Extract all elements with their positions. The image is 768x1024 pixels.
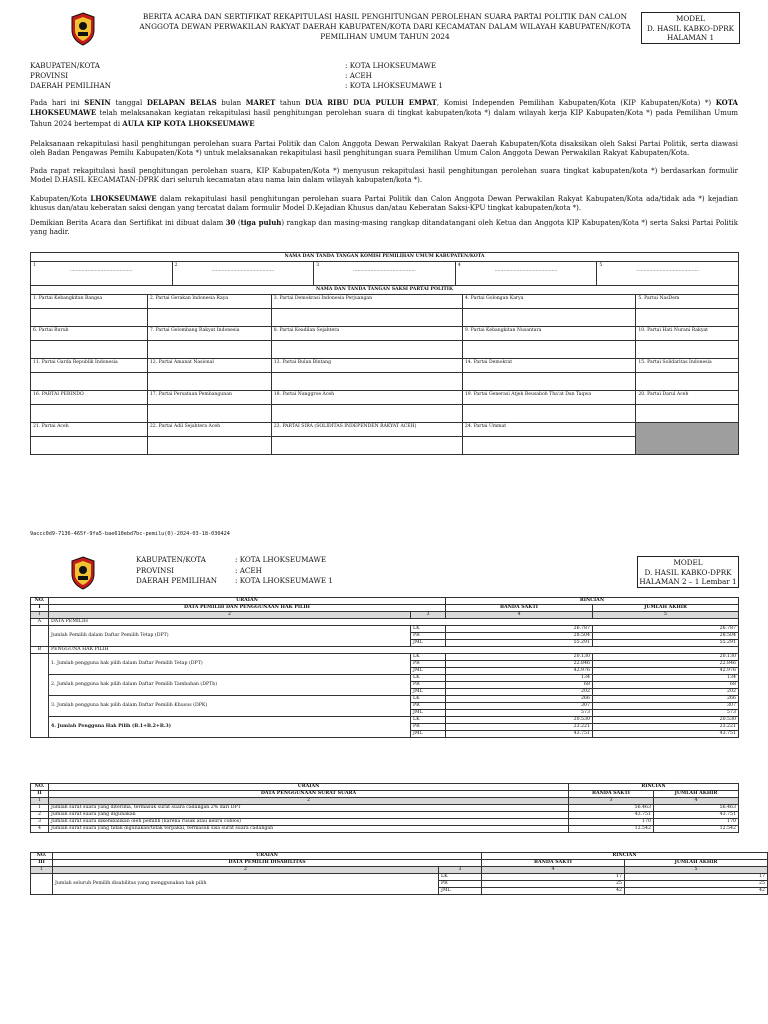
text: telah melaksanakan kegiatan rekapitulasi hasil penghitungan perolehan suara di tingkat kabupaten/kota *) dalam wilayah kerja KIP Kabupaten/Kota *) pada Pemilihan Umum Tahun 2024 bertempat di	[30, 109, 738, 128]
col-uraian: URAIAN	[49, 784, 569, 791]
section-title: DATA PEMILIH DISABILITAS	[53, 860, 482, 867]
party-cell: 17. Partai Persatuan Pembangunan	[147, 391, 271, 405]
place-value: AULA KIP KOTA LHOKSEUMAWE	[122, 118, 255, 128]
value-cell: 202	[593, 689, 739, 696]
item-label: Jumlah surat suara yang diterima, termasuk surat suara cadangan 2% dari DPT	[49, 805, 569, 812]
slot-number: 5	[599, 263, 603, 268]
signature-cell[interactable]	[462, 341, 635, 359]
value-cell: 56.463	[569, 805, 654, 812]
signature-slot[interactable]	[172, 262, 314, 287]
slot-number: 4	[457, 263, 461, 268]
city-value: LHOKSEUMAWE	[90, 194, 157, 203]
party-cell: 22. Partai Adil Sejahtera Aceh	[147, 423, 271, 437]
signature-cell[interactable]	[462, 437, 635, 455]
value-cell: 20.530	[446, 717, 593, 724]
value-cell: 23.221	[593, 724, 739, 731]
copies-number: 30	[225, 218, 236, 227]
model-box	[641, 12, 740, 44]
index-cell: 2	[53, 867, 439, 874]
value-cell: 23.221	[446, 724, 593, 731]
city-value: KOTA LHOKSEUMAWE	[30, 98, 738, 118]
signature-cell[interactable]	[31, 341, 148, 359]
model-line: MODEL	[673, 558, 703, 567]
gender-key: JML	[411, 689, 446, 696]
value-cell: 12.542	[569, 826, 654, 833]
section-no: III	[31, 860, 53, 867]
value-cell: 43.751	[569, 812, 654, 819]
signature-cell[interactable]	[31, 405, 148, 423]
month-value: MARET	[245, 98, 276, 107]
info-label: PROVINSI	[30, 71, 69, 80]
col-rincian: RINCIAN	[482, 853, 768, 860]
value-cell: 26.787	[446, 626, 593, 633]
item-label: Jumlah seluruh Pemilih disabilitas yang menggunakan hak pilih	[53, 874, 439, 895]
signature-cell[interactable]	[271, 309, 462, 327]
model-line: HALAMAN 2 – 1 Lembar 1	[639, 577, 737, 587]
row-no: 1	[31, 805, 49, 812]
party-witness-table	[30, 285, 739, 455]
signature-cell[interactable]	[636, 341, 739, 359]
signature-cell[interactable]	[271, 405, 462, 423]
value-cell: 43.751	[593, 731, 739, 738]
item-label-total: 4. Jumlah Pengguna Hak Pilih (B.1+B.2+B.3)	[49, 717, 411, 738]
text: ) rangkap dan masing-masing rangkap ditandatangani oleh Ketua dan Anggota KIP Kabupaten/Kota *) serta Saksi Partai Politik yang hadir.	[30, 219, 738, 237]
commission-header: NAMA DAN TANDA TANGAN KOMISI PEMILIHAN UMUM KABUPATEN/KOTA	[31, 253, 739, 262]
party-cell: 20. Partai Darul Aceh	[636, 391, 739, 405]
year-value: DUA RIBU DUA PULUH EMPAT	[305, 98, 437, 107]
party-cell: 21. Partai Aceh	[31, 423, 148, 437]
info-value: : KOTA LHOKSEUMAWE	[345, 61, 437, 70]
witness-header: NAMA DAN TANDA TANGAN SAKSI PARTAI POLITIK	[31, 286, 739, 295]
empty-shaded-cell	[636, 423, 739, 455]
signature-cell[interactable]	[31, 309, 148, 327]
signature-slot[interactable]	[314, 262, 456, 287]
row-no: 2	[31, 812, 49, 819]
value-cell: 56.463	[654, 805, 739, 812]
gender-key: PR	[411, 682, 446, 689]
gender-key: LK	[411, 696, 446, 703]
party-cell: 13. Partai Bulan Bintang	[271, 359, 462, 373]
document-title: BERITA ACARA DAN SERTIFIKAT REKAPITULASI HASIL PENGHITUNGAN PEROLEHAN SUARA PARTAI POLITIK DAN CALON ANGGOTA DEWAN PERWAKILAN RAKYAT DAERAH KABUPATEN/KOTA DARI KECAMATAN DALAM WILAYAH KABUPATEN/KOTA PEMILIHAN UMUM TAHUN 2024	[139, 12, 631, 41]
party-cell: 18. Partai Nanggroe Aceh	[271, 391, 462, 405]
row-no: 4	[31, 826, 49, 833]
gender-key: JML	[411, 731, 446, 738]
col-jumlah-akhir: JUMLAH AKHIR	[593, 605, 739, 612]
info-label: KABUPATEN/KOTA	[136, 555, 206, 564]
party-cell: 7. Partai Gelombang Rakyat Indonesia	[147, 327, 271, 341]
value-cell: 28.504	[593, 633, 739, 640]
col-rincian: RINCIAN	[446, 598, 739, 605]
spacer	[31, 874, 53, 895]
value-cell: 22.846	[593, 661, 739, 668]
party-cell: 5. Partai NasDem	[636, 295, 739, 309]
signature-cell[interactable]	[636, 373, 739, 391]
index-cell: 2	[49, 798, 569, 805]
item-label: 2. Jumlah pengguna hak pilih dalam Daftar Pemilih Tambahan (DPTb)	[49, 675, 411, 696]
index-cell: 3	[569, 798, 654, 805]
value-cell: 266	[446, 696, 593, 703]
col-jumlah-akhir: JUMLAH AKHIR	[654, 791, 739, 798]
party-cell: 4. Partai Golongan Karya	[462, 295, 635, 309]
gender-key: PR	[411, 633, 446, 640]
row-no: 3	[31, 819, 49, 826]
signature-line: ...........................................	[69, 268, 133, 273]
party-cell: 19. Partai Generasi Atjeh Beusaboh Tha'at Dan Taqwa	[462, 391, 635, 405]
signature-cell[interactable]	[147, 309, 271, 327]
item-label: 3. Jumlah pengguna hak pilih dalam Daftar Pemilih Khusus (DPK)	[49, 696, 411, 717]
gender-key: PR	[439, 881, 482, 888]
value-cell: 170	[569, 819, 654, 826]
signature-cell[interactable]	[462, 373, 635, 391]
party-cell: 9. Partai Kebangkitan Nusantara	[462, 327, 635, 341]
section-title: DATA PENGGUNAAN SURAT SUARA	[49, 791, 569, 798]
subsection-title: DATA PEMILIH	[49, 619, 739, 626]
value-cell: 68	[593, 682, 739, 689]
index-cell: 3	[439, 867, 482, 874]
value-cell: 26.787	[593, 626, 739, 633]
signature-cell[interactable]	[147, 437, 271, 455]
party-cell: 3. Partai Demokrasi Indonesia Perjuangan	[271, 295, 462, 309]
value-cell: 134	[593, 675, 739, 682]
signature-cell[interactable]	[636, 405, 739, 423]
disability-voter-table	[30, 852, 768, 895]
subsection-no: A	[31, 619, 49, 626]
paragraph-opening	[30, 98, 738, 129]
info-value: : KOTA LHOKSEUMAWE 1	[345, 81, 443, 90]
section-no: I	[31, 605, 49, 612]
value-cell: 307	[446, 703, 593, 710]
gender-key: LK	[439, 874, 482, 881]
party-cell: 23. PARTAI SIRA (SOLIDITAS INDEPENDEN RAKYAT ACEH)	[271, 423, 462, 437]
info-value: : KOTA LHOKSEUMAWE	[235, 555, 327, 564]
value-cell: 43.751	[654, 812, 739, 819]
signature-cell[interactable]	[31, 437, 148, 455]
value-cell: 134	[446, 675, 593, 682]
gender-key: JML	[411, 668, 446, 675]
gender-key: PR	[411, 661, 446, 668]
document-id: 9accc0d9-7136-465f-9fa5-bae610ebd7bc-pemilu(0)-2024-03-18-030424	[30, 531, 230, 537]
gender-key: JML	[411, 710, 446, 717]
signature-cell[interactable]	[636, 309, 739, 327]
paragraph-recap: Pada rapat rekapitulasi hasil penghitungan perolehan suara, KIP Kabupaten/Kota *) menyusun rekapitulasi hasil penghitungan perolehan suara tingkat kabupaten/kota *) berdasarkan formulir Model D.HASIL KECAMATAN-DPRK dari seluruh kecamatan atau nama lain dalam wilayah kabupaten/kota *).	[30, 167, 738, 185]
gender-key: LK	[411, 675, 446, 682]
paragraph-incidents	[30, 194, 738, 214]
value-cell: 202	[446, 689, 593, 696]
ballot-usage-table	[30, 783, 739, 833]
value-cell: 12.542	[654, 826, 739, 833]
signature-slot[interactable]	[455, 262, 597, 287]
index-cell: 1	[31, 612, 49, 619]
voter-data-table	[30, 597, 739, 738]
info-label: DAERAH PEMILIHAN	[136, 576, 217, 585]
kpu-logo-icon	[70, 556, 96, 590]
paragraph-closing	[30, 218, 738, 238]
info-value: : KOTA LHOKSEUMAWE 1	[235, 576, 333, 585]
info-label: PROVINSI	[136, 565, 175, 575]
col-uraian: URAIAN	[53, 853, 482, 860]
index-cell: 1	[31, 867, 53, 874]
value-cell: 266	[593, 696, 739, 703]
party-cell: 6. Partai Buruh	[31, 327, 148, 341]
copies-word: tiga puluh	[240, 218, 282, 227]
day-value: SENIN	[84, 98, 111, 107]
model-line: HALAMAN 1	[666, 33, 715, 43]
text: (	[235, 219, 241, 227]
info-label: DAERAH PEMILIHAN	[30, 81, 111, 90]
region-info	[136, 555, 436, 587]
index-cell: 1	[31, 798, 49, 805]
signature-cell[interactable]	[271, 373, 462, 391]
text: bulan	[216, 99, 246, 107]
party-cell: 15. Partai Solidaritas Indonesia	[636, 359, 739, 373]
party-cell: 14. Partai Demokrat	[462, 359, 635, 373]
slot-number: 2	[174, 263, 178, 268]
spacer	[31, 626, 49, 647]
value-cell: 55.291	[446, 640, 593, 647]
col-no: NO.	[31, 853, 53, 860]
value-cell: 42	[625, 888, 768, 895]
text: Demikian Berita Acara dan Sertifikat ini dibuat dalam	[30, 219, 226, 227]
date-value: DELAPAN BELAS	[146, 98, 217, 107]
paragraph-witness: Pelaksanaan rekapitulasi hasil penghitungan perolehan suara Partai Politik dan Calon Anggota Dewan Perwakilan Rakyat Daerah Kabupaten/Kota disaksikan oleh Saksi Partai Politik, serta diawasi oleh Badan Pengawas Pemilu Kabupaten/Kota *) untuk melaksanakan rekapitulasi hasil penghitungan suara Pemilihan Umum Calon Anggota Dewan Perwakilan Rakyat Kabupaten/Kota.	[30, 140, 738, 158]
party-cell: 1. Partai Kebangkitan Bangsa	[31, 295, 148, 309]
party-cell: 24. Partai Ummat	[462, 423, 635, 437]
value-cell: 68	[446, 682, 593, 689]
value-cell: 42.976	[446, 668, 593, 675]
gender-key: LK	[411, 626, 446, 633]
value-cell: 307	[593, 703, 739, 710]
index-cell: 3	[411, 612, 446, 619]
signature-cell[interactable]	[31, 373, 148, 391]
signature-cell[interactable]	[147, 373, 271, 391]
value-cell: 573	[446, 710, 593, 717]
value-cell: 20.130	[593, 654, 739, 661]
gender-key: PR	[411, 703, 446, 710]
model-box	[637, 556, 739, 588]
party-cell: 11. Partai Garda Republik Indonesia	[31, 359, 148, 373]
item-label: Jumlah surat suara dikembalikan oleh pemilih (karena rusak atau keliru coblos)	[49, 819, 569, 826]
text: tahun	[275, 99, 306, 107]
spacer	[31, 654, 49, 738]
index-cell: 5	[593, 612, 739, 619]
value-cell: 25	[625, 881, 768, 888]
text: tanggal	[110, 99, 147, 107]
value-cell: 25	[482, 881, 625, 888]
value-cell: 22.846	[446, 661, 593, 668]
gender-key: LK	[411, 717, 446, 724]
signature-slot[interactable]	[31, 262, 173, 287]
item-label: Jumlah surat suara yang digunakan	[49, 812, 569, 819]
index-cell: 5	[625, 867, 768, 874]
signature-line: ...........................................	[353, 268, 416, 273]
value-cell: 170	[654, 819, 739, 826]
value-cell: 17	[625, 874, 768, 881]
text: , Komisi Independen Pemilihan Kabupaten/Kota (KIP Kabupaten/Kota) *)	[436, 99, 716, 107]
item-label: 1. Jumlah pengguna hak pilih dalam Daftar Pemilih Tetap (DPT)	[49, 654, 411, 675]
model-line: D. HASIL KABKO-DPRK	[646, 23, 735, 33]
signature-cell[interactable]	[271, 341, 462, 359]
text: dalam rekapitulasi hasil penghitungan perolehan suara Partai Politik dan Calon Anggota Dewan Perwakilan Rakyat Kabupaten/Kota ada/tidak ada *) kejadian khusus dan/atau keberatan saksi dengan yang tercatat dalam formulir Model D.Kejadian Khusus dan/atau Keberatan Saksi-KPU tingkat kabupaten/kota *).	[30, 195, 738, 213]
index-cell: 4	[482, 867, 625, 874]
signature-table	[30, 252, 739, 287]
section-no: II	[31, 791, 49, 798]
kpu-logo-icon	[70, 12, 96, 46]
party-cell: 12. Partai Amanat Nasional	[147, 359, 271, 373]
value-cell: 20.530	[593, 717, 739, 724]
model-line: D. HASIL KABKO-DPRK	[644, 567, 732, 577]
value-cell: 42.976	[593, 668, 739, 675]
signature-cell[interactable]	[147, 341, 271, 359]
signature-line: ...........................................	[636, 268, 700, 273]
value-cell: 43.751	[446, 731, 593, 738]
signature-cell[interactable]	[271, 437, 462, 455]
gender-key: JML	[439, 888, 482, 895]
info-value: : ACEH	[235, 565, 262, 575]
slot-number: 1	[33, 263, 36, 268]
index-cell: 4	[654, 798, 739, 805]
gender-key: LK	[411, 654, 446, 661]
subsection-title: PENGGUNA HAK PILIH	[49, 647, 739, 654]
gender-key: PR	[411, 724, 446, 731]
info-value: : ACEH	[345, 71, 372, 80]
col-no: NO.	[31, 598, 49, 605]
value-cell: 20.130	[446, 654, 593, 661]
party-cell: 2. Partai Gerakan Indonesia Raya	[147, 295, 271, 309]
value-cell: 42	[482, 888, 625, 895]
col-banda-sakti: BANDA SAKTI	[482, 860, 625, 867]
index-cell: 2	[49, 612, 411, 619]
col-banda-sakti: BANDA SAKTI	[569, 791, 654, 798]
signature-line: ...........................................	[211, 268, 275, 273]
value-cell: 573	[593, 710, 739, 717]
model-line: MODEL	[675, 14, 706, 23]
value-cell: 28.504	[446, 633, 593, 640]
value-cell: 55.291	[593, 640, 739, 647]
signature-cell[interactable]	[462, 405, 635, 423]
col-rincian: RINCIAN	[569, 784, 739, 791]
info-label: KABUPATEN/KOTA	[30, 61, 100, 70]
region-info	[30, 61, 530, 91]
signature-line: ...........................................	[494, 268, 558, 273]
signature-slot[interactable]	[597, 262, 739, 287]
section-title: DATA PEMILIH DAN PENGGUNAAN HAK PILIH	[49, 605, 446, 612]
party-cell: 8. Partai Keadilan Sejahtera	[271, 327, 462, 341]
party-cell: 16. PARTAI PERINDO	[31, 391, 148, 405]
col-no: NO.	[31, 784, 49, 791]
gender-key: JML	[411, 640, 446, 647]
col-jumlah-akhir: JUMLAH AKHIR	[625, 860, 768, 867]
signature-cell[interactable]	[462, 309, 635, 327]
item-label: Jumlah surat suara yang tidak digunakan/tidak terpakai, termasuk sisa surat suara cadangan	[49, 826, 569, 833]
text: Kabupaten/Kota	[30, 195, 91, 203]
signature-cell[interactable]	[147, 405, 271, 423]
subsection-no: B	[31, 647, 49, 654]
col-banda-sakti: BANDA SAKTI	[446, 605, 593, 612]
slot-number: 3	[316, 263, 320, 268]
text: Pada hari ini	[30, 99, 85, 107]
col-uraian: URAIAN	[49, 598, 446, 605]
party-cell: 10. Partai Hati Nurani Rakyat	[636, 327, 739, 341]
value-cell: 17	[482, 874, 625, 881]
item-label: Jumlah Pemilih dalam Daftar Pemilih Tetap (DPT)	[49, 626, 411, 647]
index-cell: 4	[446, 612, 593, 619]
